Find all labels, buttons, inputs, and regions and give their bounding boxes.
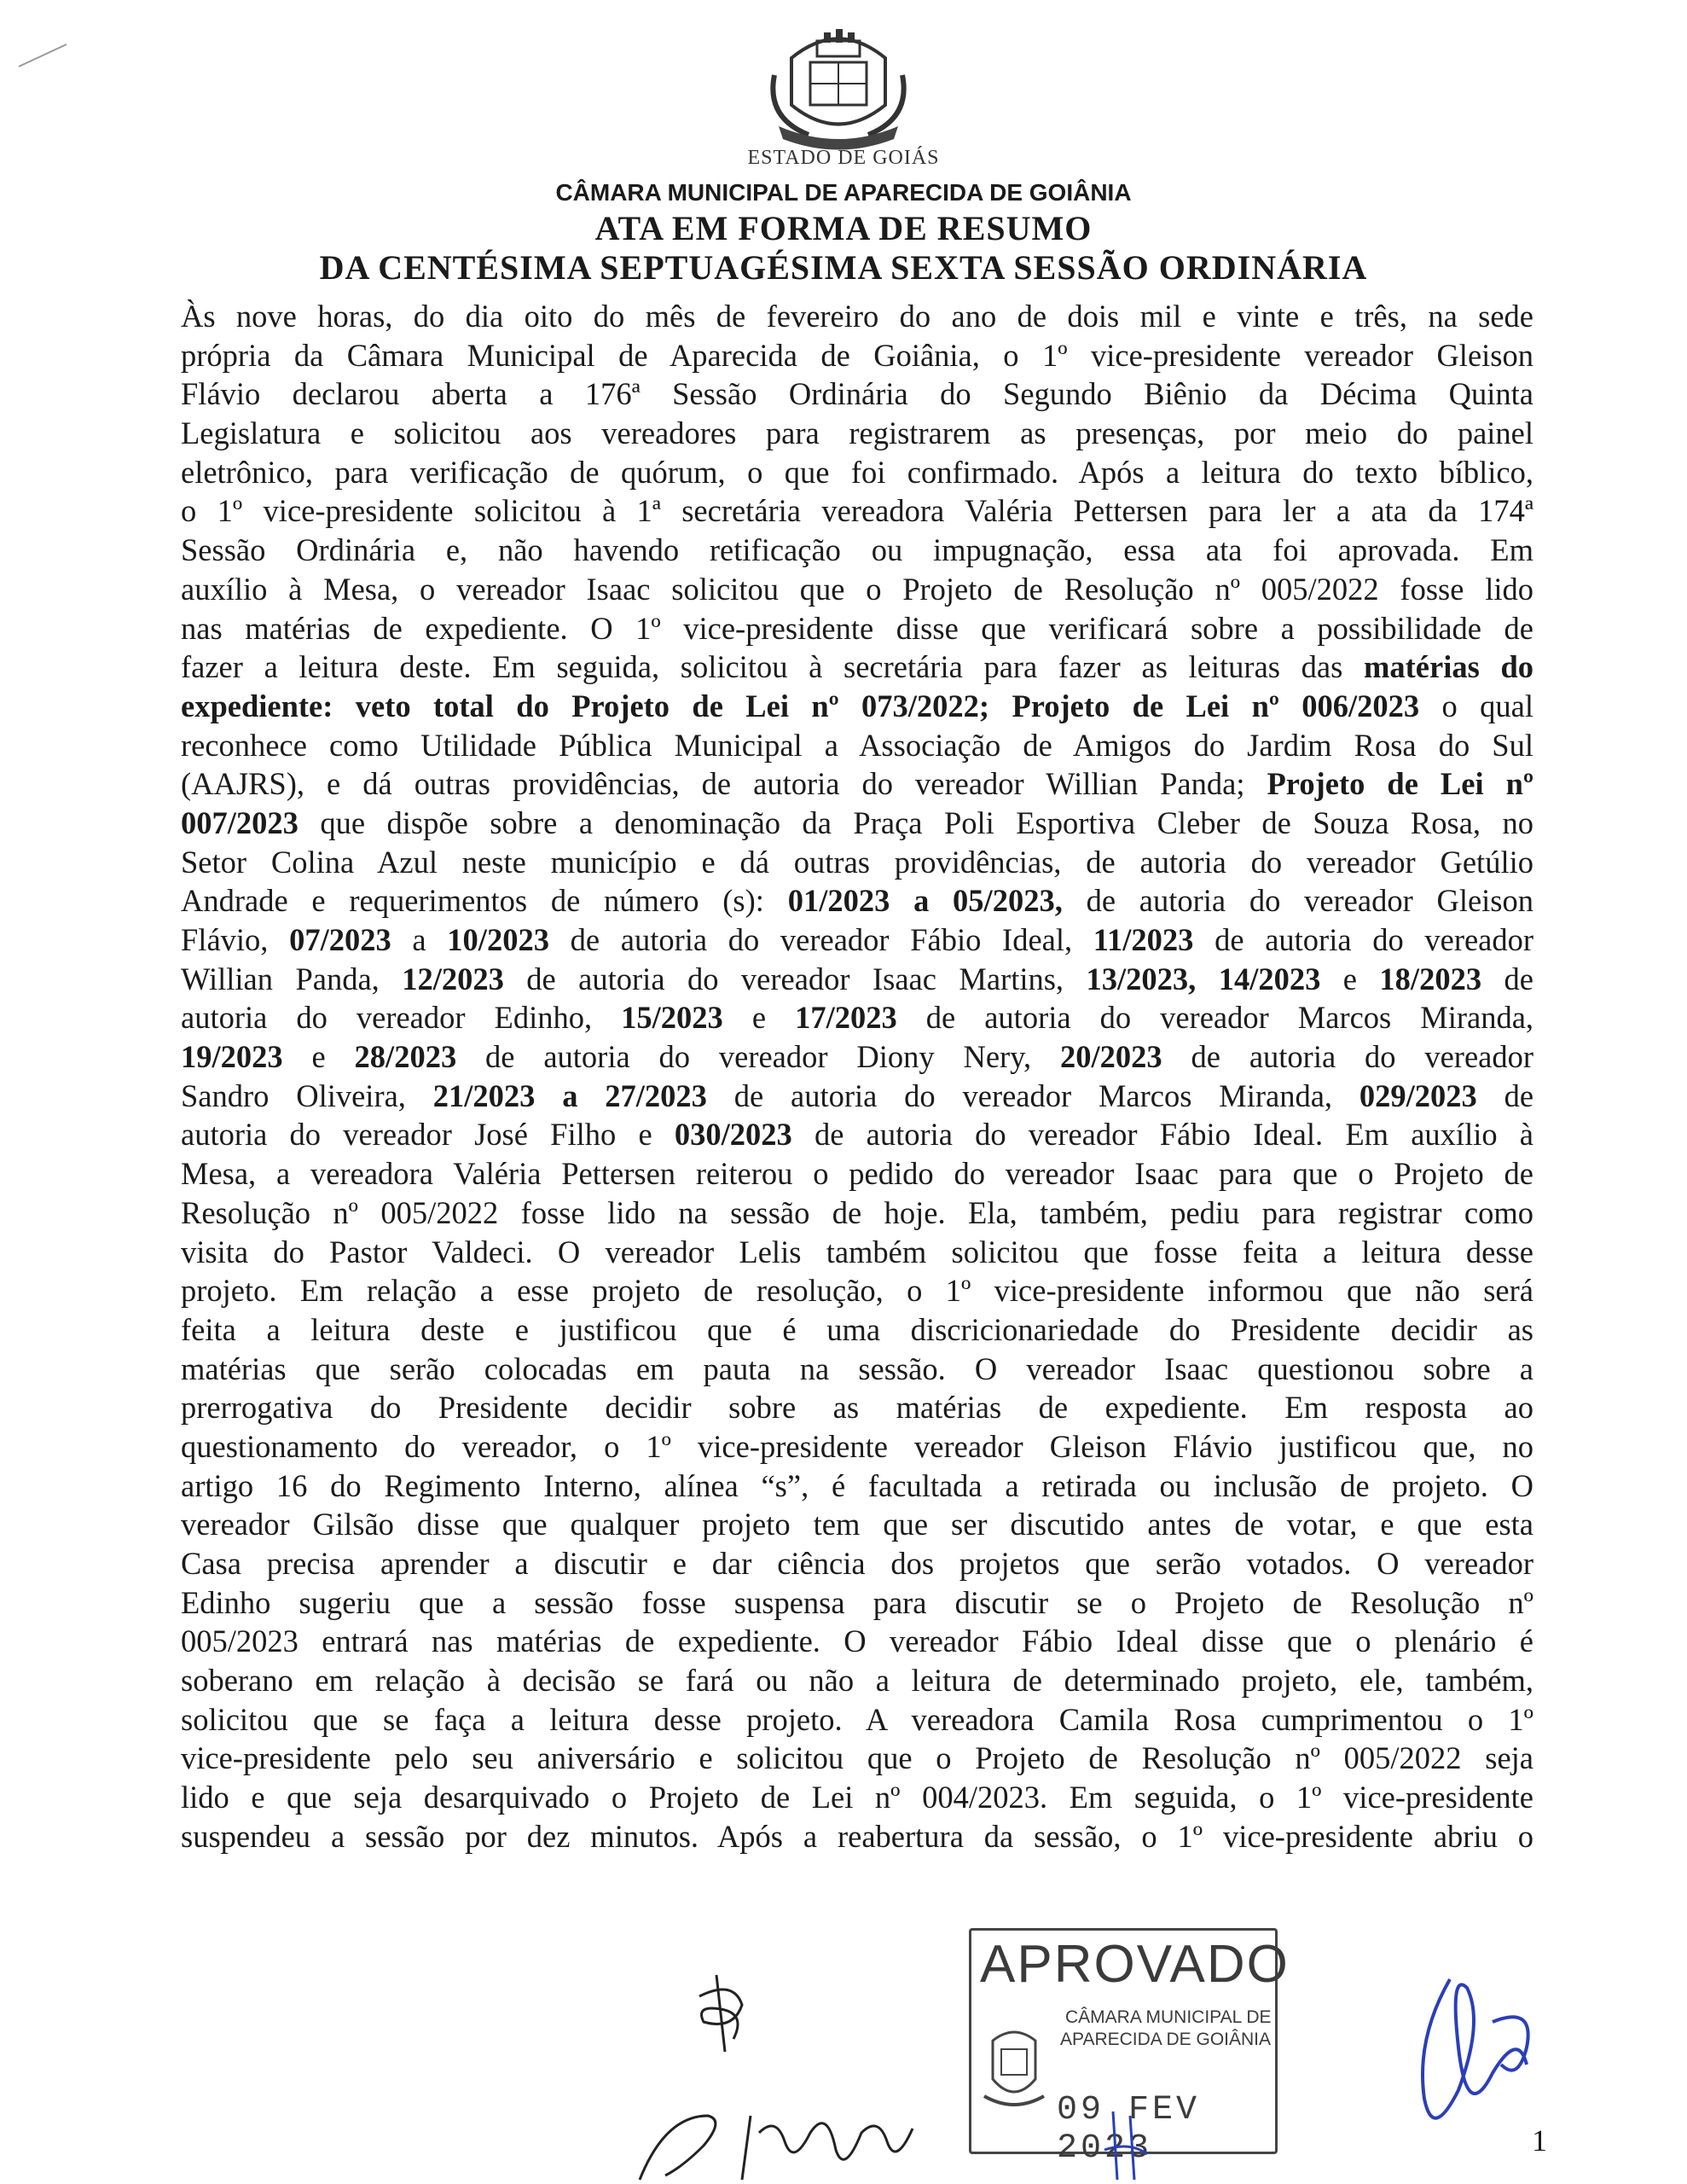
text-run: Flávio,	[181, 922, 269, 957]
text-line	[181, 1077, 1533, 1116]
text-line: eletrônico, para verificação de quórum, o que foi confirmado. Após a leitura do texto bíblico,	[181, 454, 1533, 490]
bold-run: 029/2023	[1359, 1077, 1477, 1113]
text-run: de	[1504, 961, 1533, 996]
text-run: fazer a leitura deste. Em seguida, solicitou à secretária para fazer as leituras das	[181, 649, 1343, 685]
text-line	[181, 1037, 1533, 1077]
document-subtitle: DA CENTÉSIMA SEPTUAGÉSIMA SEXTA SESSÃO ORDINÁRIA	[319, 248, 1368, 287]
blue-ink-mark	[1096, 2107, 1156, 2184]
document-title: ATA EM FORMA DE RESUMO	[594, 209, 1093, 247]
text-run: de autoria do vereador Fábio Ideal. Em auxílio à	[814, 1117, 1534, 1153]
text-line: auxílio à Mesa, o vereador Isaac solicitou que o Projeto de Resolução nº 005/2022 fosse lido	[181, 571, 1533, 607]
text-line: questionamento do vereador, o 1º vice-presidente vereador Gleison Flávio justificou que, no	[181, 1428, 1533, 1464]
text-run: de autoria do vereador Isaac Martins,	[526, 961, 1064, 996]
state-name: ESTADO DE GOIÁS	[747, 147, 940, 169]
text-run: de autoria do vereador	[1215, 922, 1534, 957]
bold-run: 20/2023	[1060, 1039, 1162, 1075]
text-line: o 1º vice-presidente solicitou à 1ª secretária vereadora Valéria Pettersen para ler a ata da 174ª	[181, 493, 1533, 529]
text-line: Flávio declarou aberta a 176ª Sessão Ordinária do Segundo Biênio da Décima Quinta	[181, 376, 1533, 412]
text-line	[181, 687, 1533, 726]
text-run: de	[1504, 1077, 1534, 1113]
text-line	[181, 764, 1533, 804]
stamp-crest-icon	[980, 2019, 1048, 2113]
text-line: 005/2023 entrará nas matérias de expediente. O vereador Fábio Ideal disse que o plenário é	[181, 1623, 1533, 1659]
text-run: Willian Panda,	[181, 961, 380, 996]
blue-ink-signature	[1399, 1971, 1544, 2158]
text-run: que dispõe sobre a denominação da Praça Poli Esportiva Cleber de Souza Rosa, no	[320, 804, 1533, 840]
handwritten-initials-signature	[682, 1971, 759, 2056]
chamber-name: CÂMARA MUNICIPAL DE APARECIDA DE GOIÂNIA	[555, 179, 1132, 206]
text-run: e	[1342, 961, 1357, 996]
pen-stroke-mark	[17, 43, 68, 68]
text-run: de autoria do vereador Marcos Miranda,	[925, 1000, 1534, 1036]
text-line: projeto. Em relação a esse projeto de resolução, o 1º vice-presidente informou que não será	[181, 1273, 1533, 1309]
page-number: 1	[1532, 2123, 1547, 2158]
text-line: prerrogativa do Presidente decidir sobre as matérias de expediente. Em resposta ao	[181, 1390, 1533, 1426]
text-run: autoria do vereador Edinho,	[181, 1000, 593, 1036]
bold-run: 13/2023, 14/2023	[1086, 961, 1321, 996]
bold-run: 07/2023	[289, 922, 391, 957]
stamp-date: 09 FEV 2023	[1057, 2091, 1201, 2168]
bold-run: 030/2023	[674, 1117, 792, 1153]
minutes-body	[181, 297, 1533, 1856]
text-line	[181, 804, 1533, 843]
bold-run: matérias do	[1363, 649, 1534, 685]
text-line	[181, 960, 1533, 999]
text-run: autoria do vereador José Filho e	[181, 1117, 652, 1153]
stamp-line: APARECIDA DE GOIÂNIA	[1060, 2030, 1272, 2049]
bold-run: 12/2023	[402, 961, 504, 996]
bold-run: Projeto de Lei nº	[1267, 766, 1534, 802]
text-line: própria da Câmara Municipal de Aparecida de Goiânia, o 1º vice-presidente vereador Gleison	[181, 337, 1533, 373]
text-line	[181, 921, 1533, 960]
text-line	[181, 881, 1533, 921]
text-run: a	[412, 922, 426, 957]
text-line: Legislatura e solicitou aos vereadores para registrarem as presenças, por meio do painel	[181, 415, 1533, 451]
text-line: Às nove horas, do dia oito do mês de fevereiro do ano de dois mil e vinte e três, na sede	[181, 299, 1533, 334]
text-line: Casa precisa aprender a discutir e dar ciência dos projetos que serão votados. O vereador	[181, 1546, 1533, 1581]
bold-run: 15/2023	[621, 1000, 723, 1036]
text-run: e	[311, 1039, 326, 1075]
bold-run: 28/2023	[354, 1039, 457, 1075]
bold-run: 007/2023	[181, 804, 299, 840]
bold-run: 17/2023	[795, 1000, 897, 1036]
text-line: visita do Pastor Valdeci. O vereador Lelis também solicitou que fosse feita a leitura desse	[181, 1234, 1533, 1269]
bold-run: 18/2023	[1379, 961, 1482, 996]
stamp-line: CÂMARA MUNICIPAL DE	[1065, 2007, 1272, 2027]
text-line: matérias que serão colocadas em pauta na sessão. O vereador Isaac questionou sobre a	[181, 1350, 1533, 1386]
text-line	[181, 998, 1533, 1037]
text-run: de autoria do vereador	[1191, 1039, 1534, 1075]
coat-of-arms-icon	[757, 24, 919, 152]
handwritten-signature	[631, 2082, 921, 2184]
text-line: solicitou que se faça a leitura desse projeto. A vereadora Camila Rosa cumprimentou o 1º	[181, 1701, 1533, 1737]
bold-run: expediente: veto total do Projeto de Lei nº 073/2022; Projeto de Lei nº 006/2023	[181, 688, 1420, 723]
text-run: (AAJRS), e dá outras providências, de autoria do vereador Willian Panda;	[181, 766, 1245, 802]
text-line: vice-presidente pelo seu aniversário e solicitou que o Projeto de Resolução nº 005/2022 seja	[181, 1740, 1533, 1776]
bold-run: 19/2023	[181, 1039, 283, 1075]
text-line: Mesa, a vereadora Valéria Pettersen reiterou o pedido do vereador Isaac para que o Projeto de	[181, 1156, 1533, 1192]
bold-run: 01/2023 a 05/2023,	[787, 883, 1063, 919]
text-line: feita a leitura deste e justificou que é uma discricionariedade do Presidente decidir as	[181, 1311, 1533, 1347]
text-line: vereador Gilsão disse que qualquer projeto tem que ser discutido antes de votar, e que esta	[181, 1507, 1533, 1542]
text-line	[181, 1115, 1533, 1154]
text-run: de autoria do vereador Diony Nery,	[485, 1039, 1032, 1075]
text-run: de autoria do vereador Fábio Ideal,	[570, 922, 1073, 957]
text-line: Sessão Ordinária e, não havendo retificação ou impugnação, essa ata foi aprovada. Em	[181, 532, 1533, 568]
text-line: artigo 16 do Regimento Interno, alínea “s”, é facultada a retirada ou inclusão de projeto. O	[181, 1467, 1533, 1503]
bold-run: 10/2023	[447, 922, 549, 957]
text-run: Andrade e requerimentos de número (s):	[181, 883, 764, 919]
text-line: lido e que seja desarquivado o Projeto de Lei nº 004/2023. Em seguida, o 1º vice-presidente	[181, 1780, 1533, 1815]
text-run: Sandro Oliveira,	[181, 1077, 406, 1113]
text-run: e	[751, 1000, 767, 1036]
text-run: o qual	[1441, 688, 1534, 723]
bold-run: 21/2023 a 27/2023	[432, 1077, 707, 1113]
text-line: Edinho sugeriu que a sessão fosse suspensa para discutir se o Projeto de Resolução nº	[181, 1584, 1533, 1620]
text-run: de autoria do vereador Marcos Miranda,	[733, 1077, 1333, 1113]
text-line	[181, 648, 1533, 687]
stamp-word: APROVADO	[980, 1935, 1290, 1994]
text-line: soberano em relação à decisão se fará ou não a leitura de determinado projeto, ele, também,	[181, 1663, 1533, 1699]
text-line: Setor Colina Azul neste município e dá outras providências, de autoria do vereador Getúlio	[181, 844, 1533, 880]
bold-run: 11/2023	[1093, 922, 1194, 957]
text-line: reconhece como Utilidade Pública Municipal a Associação de Amigos do Jardim Rosa do Sul	[181, 727, 1533, 763]
text-line: Resolução nº 005/2022 fosse lido na sessão de hoje. Ela, também, pediu para registrar como	[181, 1194, 1533, 1230]
text-run: de autoria do vereador Gleison	[1086, 883, 1534, 919]
text-line: nas matérias de expediente. O 1º vice-presidente disse que verificará sobre a possibilidade de	[181, 610, 1533, 646]
text-line: suspendeu a sessão por dez minutos. Após a reabertura da sessão, o 1º vice-presidente abriu o	[181, 1818, 1533, 1854]
